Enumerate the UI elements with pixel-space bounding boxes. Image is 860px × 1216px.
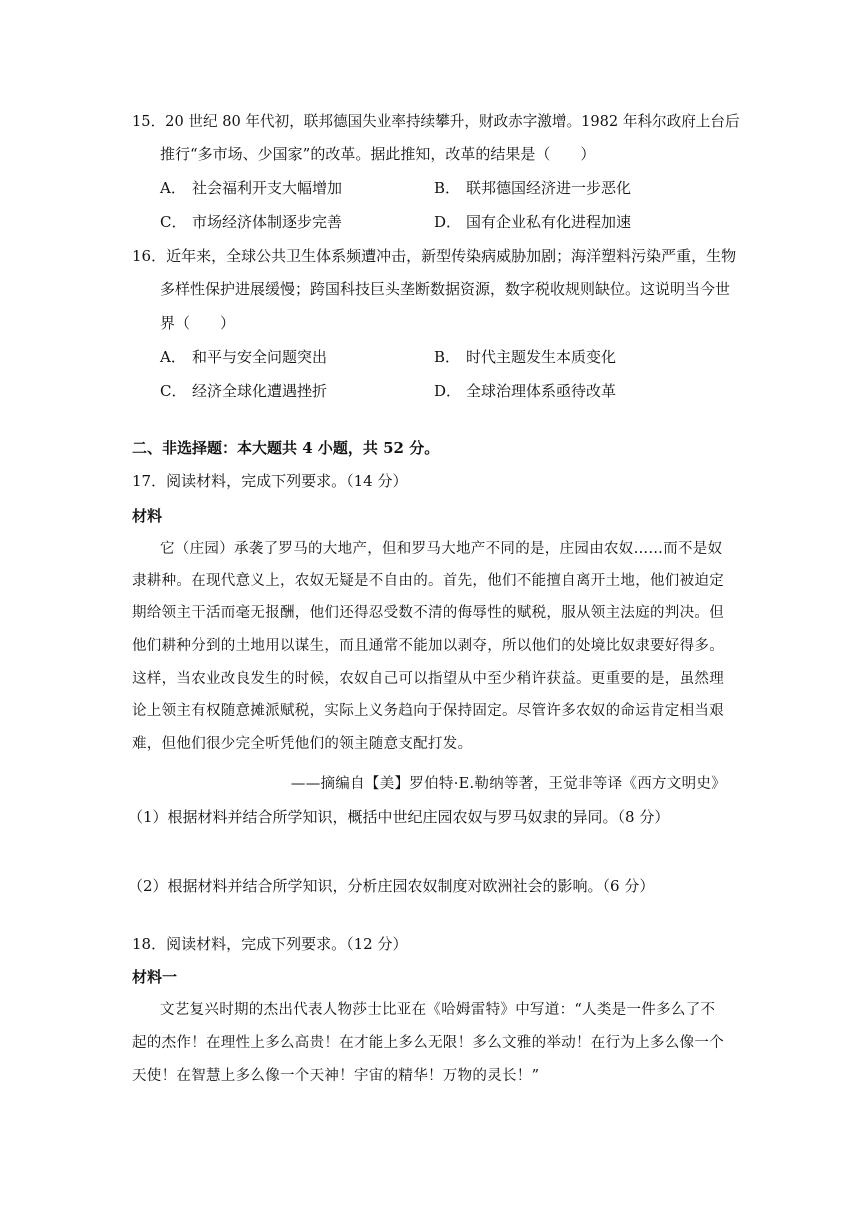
q18-intro: 18．阅读材料，完成下列要求。（12 分） <box>132 935 408 953</box>
q17-subquestion-1: （1）根据材料并结合所学知识，概括中世纪庄园农奴与罗马奴隶的异同。（8 分） <box>128 808 670 826</box>
q17-material-line: 他们耕种分到的土地用以谋生，而且通常不能加以剥夺，所以他们的处境比奴隶要好得多。 <box>132 638 724 654</box>
q16-stem-line1: 16．近年来，全球公共卫生体系频遭冲击，新型传染病威胁加剧；海洋塑料污染严重，生物 <box>132 247 737 265</box>
option-letter: C． <box>160 213 187 231</box>
q16-option-a <box>160 346 327 368</box>
option-text: 时代主题发生本质变化 <box>466 348 617 366</box>
q16-option-d <box>434 380 616 402</box>
q17-material-line: 它（庄园）承袭了罗马的大地产，但和罗马大地产不同的是，庄园由农奴……而不是奴 <box>160 541 723 557</box>
option-text: 全球治理体系亟待改革 <box>466 382 617 400</box>
q17-material-label: 材料 <box>132 507 163 525</box>
q18-material-line: 天使！在智慧上多么像一个天神！宇宙的精华！万物的灵长！” <box>132 1068 540 1084</box>
q15-option-d <box>434 211 631 233</box>
option-letter: D． <box>434 213 462 231</box>
section-2-title: 二、非选择题：本大题共 4 小题，共 52 分。 <box>132 439 440 457</box>
option-text: 联邦德国经济进一步恶化 <box>466 179 632 197</box>
q15-stem-line1: 15．20 世纪 80 年代初，联邦德国失业率持续攀升，财政赤字激增。1982 年科尔政府上台后 <box>132 113 740 130</box>
option-letter: B． <box>434 179 461 197</box>
q18-material-label: 材料一 <box>132 968 178 986</box>
q18-material-line: 文艺复兴时期的杰出代表人物莎士比亚在《哈姆雷特》中写道：“人类是一件多么了不 <box>160 1002 716 1018</box>
option-letter: C． <box>160 382 187 400</box>
option-text: 社会福利开支大幅增加 <box>192 179 343 197</box>
option-text: 市场经济体制逐步完善 <box>192 213 343 231</box>
q15-option-b <box>434 177 631 199</box>
option-text: 国有企业私有化进程加速 <box>466 213 632 231</box>
q16-option-c <box>160 380 327 402</box>
q17-material-line: 这样，当农业改良发生的时候，农奴自己可以指望从中至少稍许获益。更重要的是，虽然理 <box>132 671 724 687</box>
option-letter: A． <box>160 179 186 197</box>
option-letter: B． <box>434 348 461 366</box>
q17-material-line: 隶耕种。在现代意义上，农奴无疑是不自由的。首先，他们不能擅自离开土地，他们被迫定 <box>132 573 724 589</box>
option-text: 和平与安全问题突出 <box>192 348 328 366</box>
q16-stem-line3: 界（ ） <box>160 314 236 332</box>
q16-stem-line2: 多样性保护进展缓慢；跨国科技巨头垄断数据资源，数字税收规则缺位。这说明当今世 <box>160 280 731 298</box>
q15-stem-line2: 推行“多市场、少国家”的改革。据此推知，改革的结果是（ ） <box>160 145 596 163</box>
q17-subquestion-2: （2）根据材料并结合所学知识，分析庄园农奴制度对欧洲社会的影响。（6 分） <box>128 877 655 895</box>
q15-option-c <box>160 211 342 233</box>
q17-material-line: 论上领主有权随意摊派赋税，实际上义务趋向于保持固定。尽管许多农奴的命运肯定相当艰 <box>132 703 724 719</box>
q17-material-line: 难，但他们很少完全听凭他们的领主随意支配打发。 <box>132 736 473 752</box>
q16-option-b <box>434 346 616 368</box>
q17-material-line: 期给领主干活而毫无报酬，他们还得忍受数不清的侮辱性的赋税，服从领主法庭的判决。但 <box>132 605 724 621</box>
q18-material-line: 起的杰作！在理性上多么高贵！在才能上多么无限！多么文雅的举动！在行为上多么像一个 <box>132 1035 724 1051</box>
option-letter: D． <box>434 382 462 400</box>
option-text: 经济全球化遭遇挫折 <box>192 382 328 400</box>
option-letter: A． <box>160 348 186 366</box>
q17-intro: 17．阅读材料，完成下列要求。（14 分） <box>132 472 408 490</box>
q15-option-a <box>160 177 342 199</box>
q17-source: ——摘编自【美】罗伯特·E.勒纳等著，王觉非等译《西方文明史》 <box>290 776 726 792</box>
